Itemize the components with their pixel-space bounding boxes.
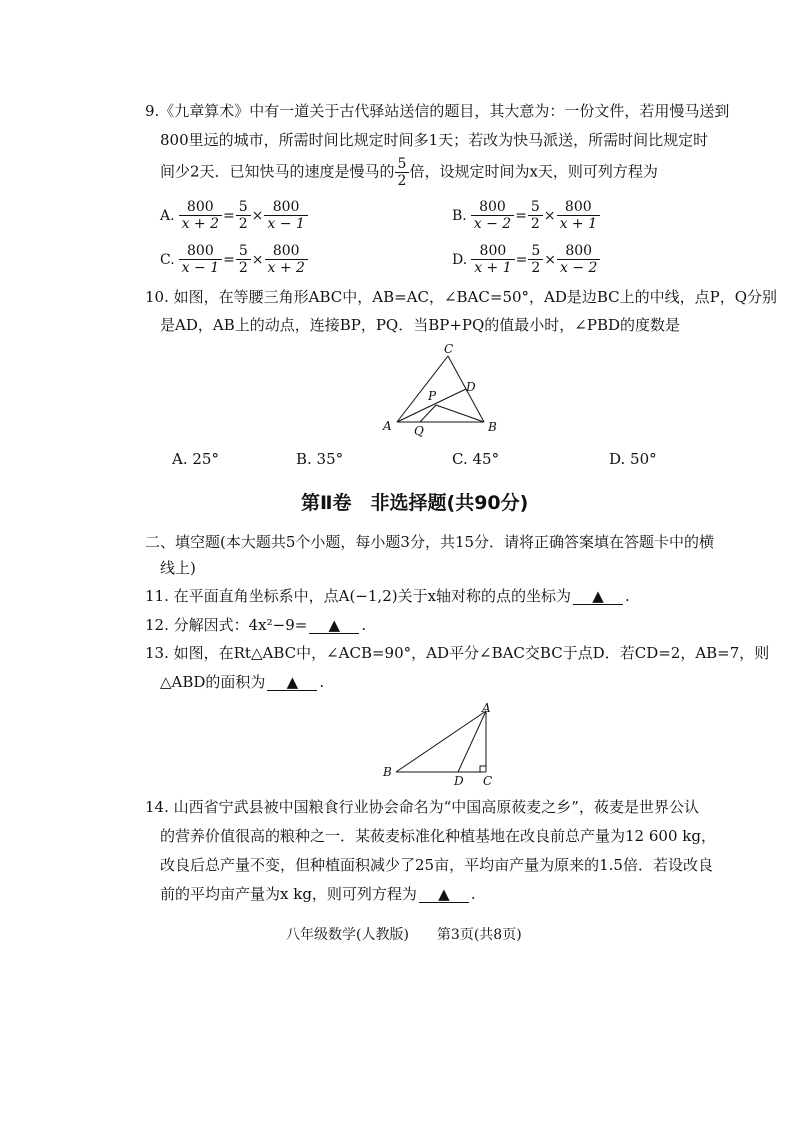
q14-line3: 改良后总产量不变，但种植面积减少了25亩，平均亩产量为原来的1.5倍．若设改良 xyxy=(160,856,713,874)
label-q: Q xyxy=(414,424,424,438)
q13-answer-blank[interactable]: ▲ xyxy=(267,675,317,691)
q12: 12. 分解因式：4x²−9= ▲ . xyxy=(145,616,367,634)
label-c: C xyxy=(444,342,454,356)
q9-line3: 间少2天．已知快马的速度是慢马的 $\frac{5}{2}$ 倍，设规定时间为x天，则可列方程为 xyxy=(160,156,658,189)
q10-option-c[interactable]: C. 45° xyxy=(452,450,500,468)
q10-triangle-figure xyxy=(380,340,500,440)
q9-line2: 800里远的城市，所需时间比规定时间多1天；若改为快马派送，所需时间比规定时 xyxy=(160,131,709,149)
q10-option-b[interactable]: B. 35° xyxy=(296,450,344,468)
q11: 11. 在平面直角坐标系中，点A(−1,2)关于x轴对称的点的坐标为 ▲ . xyxy=(145,587,630,605)
q10-option-d[interactable]: D. 50° xyxy=(609,450,657,468)
q9-ratio-fraction: $\frac{5}{2}$ xyxy=(395,156,410,189)
section2-heading-line1: 二、填空题(本大题共5个小题，每小题3分，共15分．请将正确答案填在答题卡中的横 xyxy=(145,533,715,551)
q9-option-c[interactable]: C. $\frac{800}{x - 1}$ = $\frac{5}{2}$ × $\frac{800}{x + 2}$ xyxy=(160,243,308,276)
q10-line1: 10. 如图，在等腰三角形ABC中，AB=AC，∠BAC=50°，AD是边BC上的中线，点P，Q分别 xyxy=(145,288,778,306)
page-footer: 八年级数学(人教版) 第3页(共8页) xyxy=(286,927,522,943)
label-b: B xyxy=(488,420,497,434)
q9-option-d[interactable]: D. $\frac{800}{x + 1}$ = $\frac{5}{2}$ × $\frac{800}{x - 2}$ xyxy=(452,243,600,276)
q13-line1: 13. 如图，在Rt△ABC中，∠ACB=90°，AD平分∠BAC交BC于点D．若CD=2，AB=7，则 xyxy=(145,644,770,662)
q14-line4: 前的平均亩产量为x kg，则可列方程为 ▲ . xyxy=(160,885,476,903)
label-d: D xyxy=(466,380,476,394)
q13-line2: △ABD的面积为 ▲ . xyxy=(160,673,325,691)
label-d: D xyxy=(454,774,464,788)
section2-heading-line2: 线上) xyxy=(160,559,196,577)
right-angle-mark xyxy=(480,766,486,772)
q14-answer-blank[interactable]: ▲ xyxy=(419,887,469,903)
segment-ac xyxy=(397,356,448,422)
label-c: C xyxy=(483,774,493,788)
q14-line2: 的营养价值很高的粮种之一．某莜麦标准化种植基地在改良前总产量为12 600 kg， xyxy=(160,827,716,845)
q14-line1: 14. 山西省宁武县被中国粮食行业协会命名为“中国高原莜麦之乡”，莜麦是世界公认 xyxy=(145,798,699,816)
label-a: A xyxy=(383,419,392,433)
label-a: A xyxy=(482,701,491,715)
section2-title: 第Ⅱ卷 非选择题(共90分) xyxy=(301,492,529,514)
segment-bp xyxy=(436,405,484,422)
q12-answer-blank[interactable]: ▲ xyxy=(309,618,359,634)
label-b: B xyxy=(383,765,392,779)
q11-answer-blank[interactable]: ▲ xyxy=(573,589,623,605)
label-p: P xyxy=(428,389,437,403)
q9-option-a[interactable]: A. $\frac{800}{x + 2}$ = $\frac{5}{2}$ × $\frac{800}{x - 1}$ xyxy=(160,199,308,232)
q13-right-triangle-figure xyxy=(380,700,500,790)
q9-line1: 9.《九章算术》中有一道关于古代驿站送信的题目，其大意为：一份文件，若用慢马送到 xyxy=(145,102,730,120)
q10-option-a[interactable]: A. 25° xyxy=(172,450,219,468)
q10-line2: 是AD，AB上的动点，连接BP，PQ．当BP+PQ的值最小时，∠PBD的度数是 xyxy=(160,316,681,334)
q9-option-b[interactable]: B. $\frac{800}{x - 2}$ = $\frac{5}{2}$ × $\frac{800}{x + 1}$ xyxy=(452,199,600,232)
